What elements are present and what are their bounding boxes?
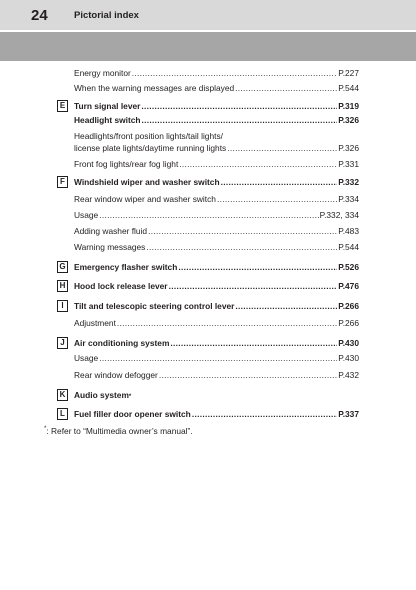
index-entry: Tilt and telescopic steering control lever ..... P.266 (74, 301, 359, 312)
index-entry: Headlights/front position lights/tail lights/ license plate lights/daytime running lights ..... P.326 (74, 131, 359, 154)
page-title: Pictorial index (74, 10, 139, 21)
callout-key: E (57, 100, 68, 112)
callout-key: F (57, 176, 68, 188)
callout-key: H (57, 280, 68, 292)
page-header (0, 0, 416, 30)
page-reference: P.337 (338, 409, 359, 419)
page-reference: P.476 (338, 281, 359, 291)
page-reference: P.544 (338, 242, 359, 252)
index-entry: Hood lock release lever ..... P.476 (74, 281, 359, 292)
index-entry: Headlight switch ..... P.326 (74, 115, 359, 126)
page-reference: P.266 (338, 318, 359, 328)
page-reference: P.319 (338, 101, 359, 111)
index-entry: Adjustment ..... P.266 (74, 318, 359, 329)
footnote-mark: * (44, 426, 47, 433)
index-entry: Energy monitor ..... P.227 (74, 68, 359, 79)
callout-key: L (57, 408, 68, 420)
index-entry: Emergency flasher switch ..... P.526 (74, 262, 359, 273)
index-entry: Warning messages ..... P.544 (74, 242, 359, 253)
page-reference: P.430 (338, 338, 359, 348)
page-reference: P.483 (338, 226, 359, 236)
callout-key: I (57, 300, 68, 312)
page-number: 24 (31, 7, 48, 24)
page-reference: P.326 (338, 115, 359, 125)
index-entry: Windshield wiper and washer switch ..... P.332 (74, 177, 359, 188)
callout-key: K (57, 389, 68, 401)
page-reference: P.326 (338, 143, 359, 153)
page-reference: P.432 (338, 370, 359, 380)
index-entry: Turn signal lever ..... P.319 (74, 101, 359, 112)
index-entry: Adding washer fluid ..... P.483 (74, 226, 359, 237)
index-entry: Front fog lights/rear fog light ..... P.331 (74, 159, 359, 170)
index-entry: Usage ..... P.332, 334 (74, 210, 359, 221)
footnote-text: : Refer to “Multimedia owner’s manual”. (46, 426, 193, 436)
page-reference: P.334 (338, 194, 359, 204)
index-entry: Rear window wiper and washer switch ..... P.334 (74, 194, 359, 205)
index-entry: Rear window defogger ..... P.432 (74, 370, 359, 381)
header-band (0, 32, 416, 61)
callout-key: G (57, 261, 68, 273)
index-entry: Air conditioning system ..... P.430 (74, 338, 359, 349)
page-reference: P.227 (338, 68, 359, 78)
page-reference: P.331 (338, 159, 359, 169)
page-reference: P.332, 334 (319, 210, 359, 220)
index-entry: Audio system * (74, 390, 132, 400)
page-reference: P.332 (338, 177, 359, 187)
page-reference: P.526 (338, 262, 359, 272)
index-entry: Usage ..... P.430 (74, 353, 359, 364)
index-entry: Fuel filler door opener switch ..... P.337 (74, 409, 359, 420)
page-reference: P.266 (338, 301, 359, 311)
page-reference: P.544 (338, 83, 359, 93)
footnote (44, 426, 193, 437)
callout-key: J (57, 337, 68, 349)
page-reference: P.430 (338, 353, 359, 363)
index-entry: When the warning messages are displayed ..... P.544 (74, 83, 359, 94)
